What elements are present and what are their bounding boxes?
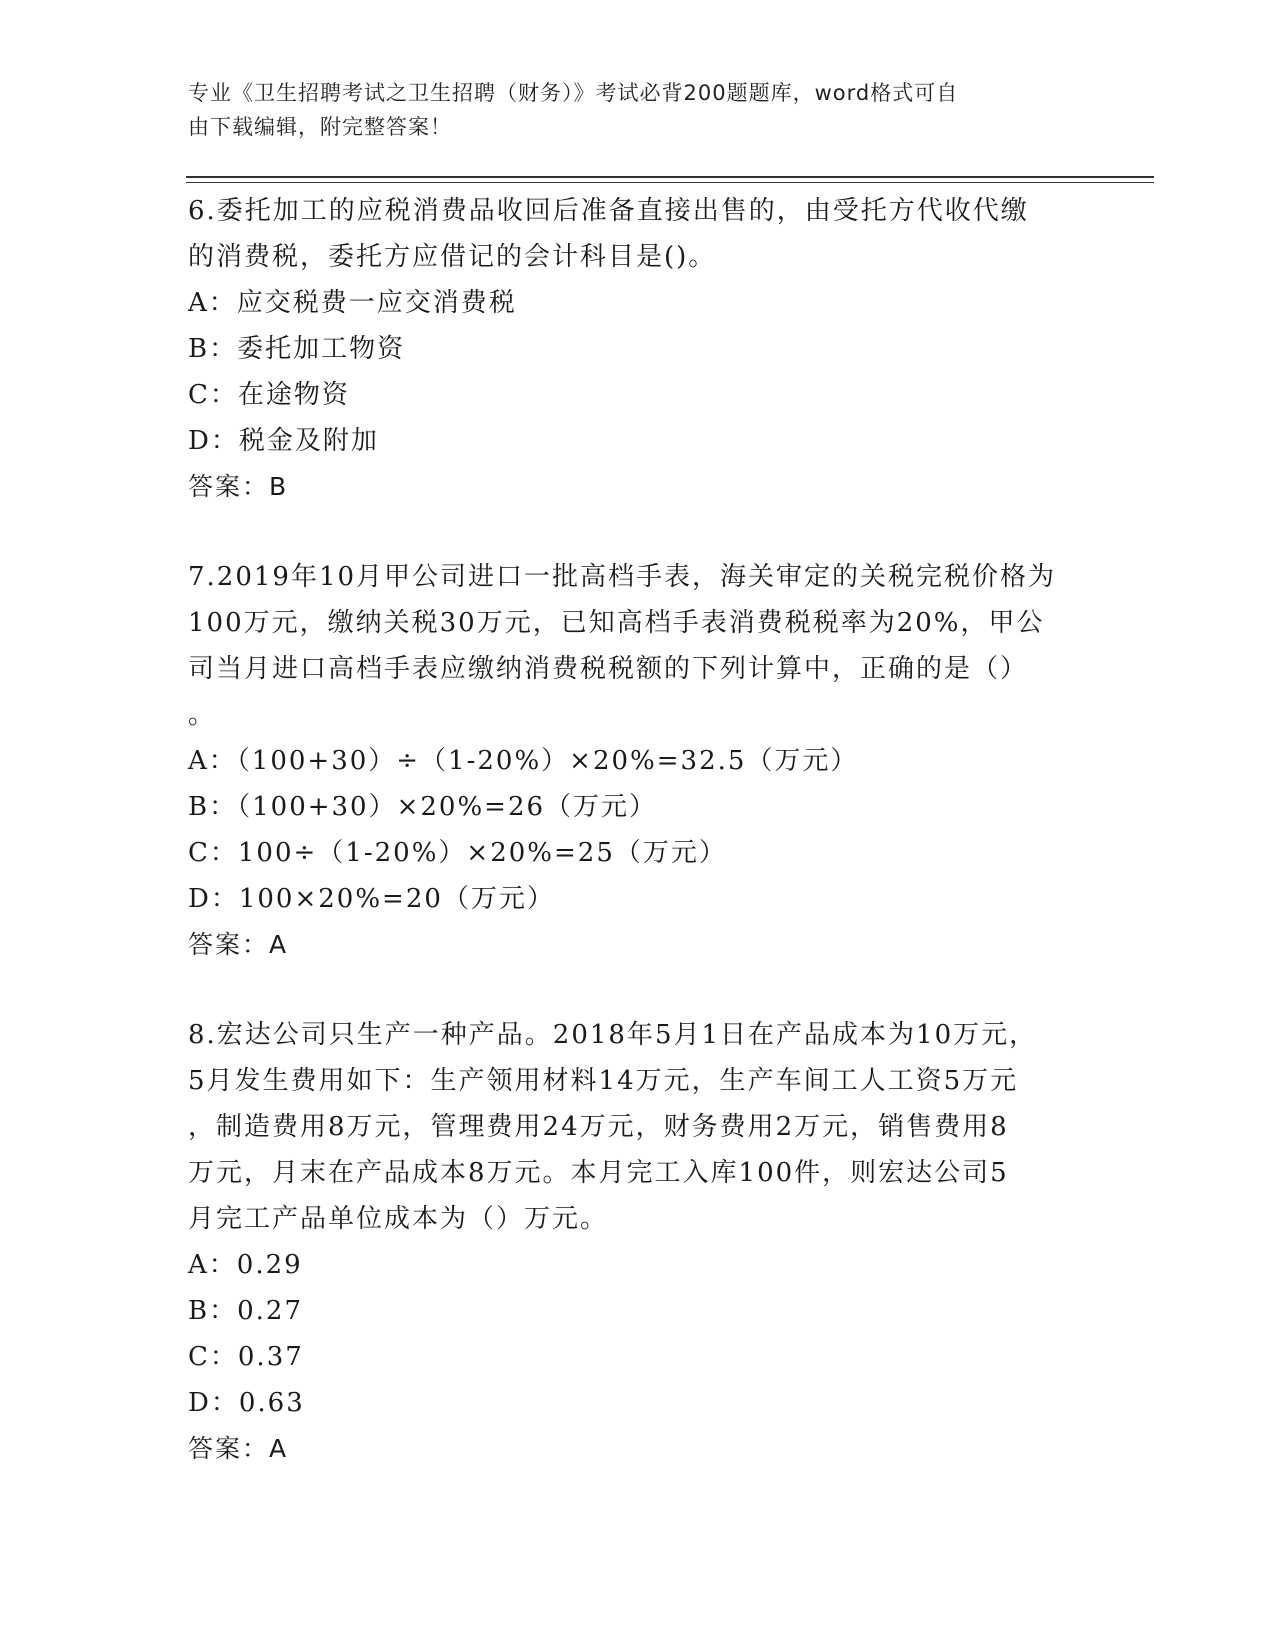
option-b: B：0.27 bbox=[188, 1296, 303, 1326]
question-stem-line: 。 bbox=[188, 700, 217, 730]
question-spacer bbox=[188, 510, 1088, 554]
question-list bbox=[188, 188, 1088, 1472]
answer: 答案：A bbox=[188, 1434, 289, 1463]
answer: 答案：A bbox=[188, 930, 289, 959]
question-stem-line: 月完工产品单位成本为（）万元。 bbox=[188, 1204, 609, 1234]
question-spacer bbox=[188, 968, 1088, 1012]
question-stem-line: 6.委托加工的应税消费品收回后准备直接出售的，由受托方代收代缴 bbox=[188, 196, 1029, 226]
option-a: A：应交税费一应交消费税 bbox=[188, 288, 517, 318]
option-c: C：100÷（1-20%）×20%=25（万元） bbox=[188, 838, 727, 868]
question-8 bbox=[188, 1012, 1088, 1472]
question-stem-line: 的消费税，委托方应借记的会计科目是()。 bbox=[188, 242, 717, 272]
option-d: D：0.63 bbox=[188, 1388, 305, 1418]
option-a: A：（100+30）÷（1-20%）×20%=32.5（万元） bbox=[188, 746, 859, 776]
header-divider-thick bbox=[186, 176, 1154, 178]
option-c: C：0.37 bbox=[188, 1342, 304, 1372]
header-line-2: 由下载编辑，附完整答案！ bbox=[188, 115, 452, 139]
option-b: B：委托加工物资 bbox=[188, 334, 406, 364]
question-stem-line: 5月发生费用如下：生产领用材料14万元，生产车间工人工资5万元 bbox=[188, 1066, 1019, 1096]
question-stem-line: ，制造费用8万元，管理费用24万元，财务费用2万元，销售费用8 bbox=[188, 1112, 1009, 1142]
option-c: C：在途物资 bbox=[188, 380, 350, 410]
header-divider-thin bbox=[186, 182, 1154, 183]
option-a: A：0.29 bbox=[188, 1250, 303, 1280]
question-7 bbox=[188, 554, 1088, 968]
header-line-1: 专业《卫生招聘考试之卫生招聘（财务）》考试必背200题题库，word格式可自 bbox=[188, 81, 959, 105]
option-b: B：（100+30）×20%=26（万元） bbox=[188, 792, 658, 822]
question-stem-line: 司当月进口高档手表应缴纳消费税税额的下列计算中，正确的是（） bbox=[188, 654, 1029, 684]
answer: 答案：B bbox=[188, 472, 289, 501]
document-header bbox=[188, 76, 1088, 144]
question-stem-line: 100万元，缴纳关税30万元，已知高档手表消费税税率为20%，甲公 bbox=[188, 608, 1045, 638]
question-stem-line: 万元，月末在产品成本8万元。本月完工入库100件，则宏达公司5 bbox=[188, 1158, 1009, 1188]
question-6 bbox=[188, 188, 1088, 510]
question-stem-line: 8.宏达公司只生产一种产品。2018年5月1日在产品成本为10万元， bbox=[188, 1020, 1038, 1050]
option-d: D：100×20%=20（万元） bbox=[188, 884, 555, 914]
question-stem-line: 7.2019年10月甲公司进口一批高档手表，海关审定的关税完税价格为 bbox=[188, 562, 1057, 592]
option-d: D：税金及附加 bbox=[188, 426, 379, 456]
